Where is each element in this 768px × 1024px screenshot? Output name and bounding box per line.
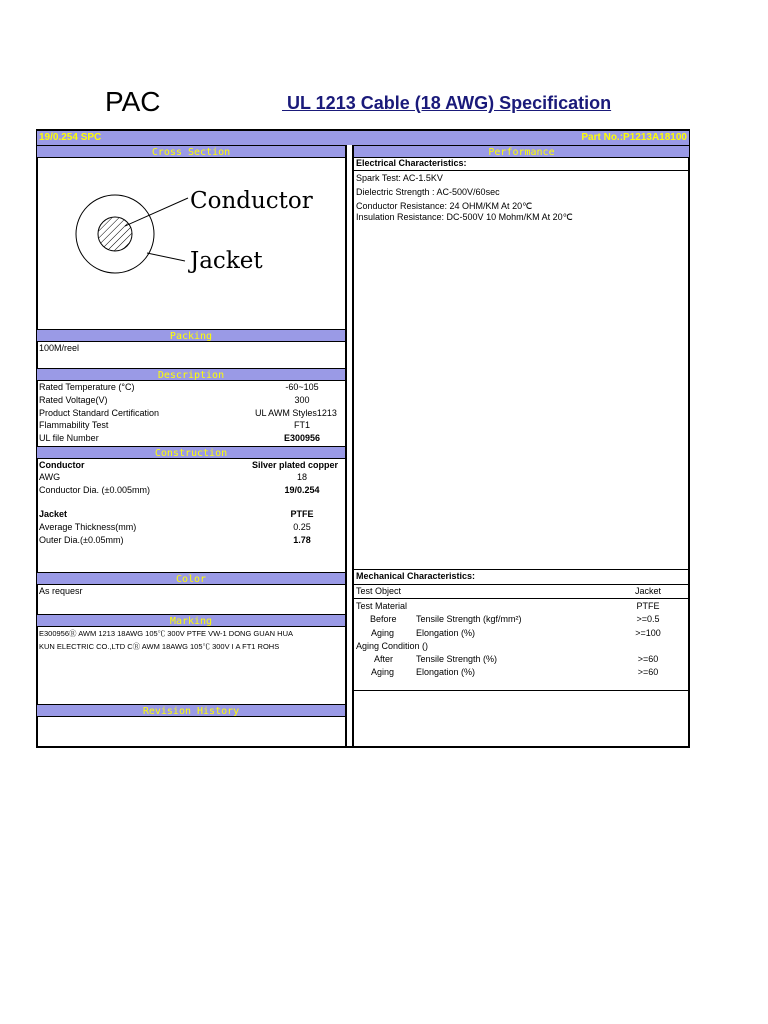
after-value: >=60 [637, 654, 659, 664]
revision-history-header: Revision History [37, 704, 345, 717]
spark-test: Spark Test: AC-1.5KV [356, 173, 443, 183]
conductor-circle [98, 217, 132, 251]
aging-value-2: >=60 [637, 667, 659, 677]
divider [354, 170, 689, 171]
rated-voltage-value: 300 [294, 395, 310, 405]
marking-line-2: KUN ELECTRIC CO.,LTD CⓇ AWM 18AWG 105℃ 300V I A FT1 ROHS [39, 642, 280, 651]
brand-name: PAC [105, 86, 161, 117]
electrical-heading: Electrical Characteristics: [356, 158, 467, 168]
conductor-label: Conductor [190, 188, 313, 214]
mechanical-heading: Mechanical Characteristics: [356, 571, 476, 581]
outer-dia-label: Outer Dia.(±0.05mm) [39, 535, 124, 545]
aging-label-2: Aging [371, 667, 395, 677]
color-value: As requesr [39, 586, 83, 596]
packing-value: 100M/reel [39, 343, 80, 353]
aging-item-2: Elongation (%) [416, 667, 476, 677]
performance-header: Performance [354, 145, 689, 158]
cross-section-diagram [37, 158, 345, 328]
after-item: Tensile Strength (%) [416, 654, 498, 664]
column-divider-right [352, 145, 354, 748]
ul-file-value: E300956 [283, 433, 321, 443]
conductor-dia-value: 19/0.254 [284, 485, 320, 495]
rated-temperature-value: -60~105 [285, 382, 319, 392]
color-header: Color [37, 572, 345, 585]
cross-section-header: Cross Section [37, 145, 345, 158]
jacket-row-value: PTFE [290, 509, 314, 519]
test-object-value: Jacket [634, 586, 661, 596]
dielectric-strength: Dielectric Strength : AC-500V/60sec [356, 187, 500, 197]
conductor-spec: 19/0.254 SPC [39, 132, 102, 143]
aging-value-1: >=100 [635, 628, 661, 638]
ul-file-label: UL file Number [39, 433, 99, 443]
document-title: UL 1213 Cable (18 AWG) Specification [282, 93, 612, 113]
description-header: Description [37, 368, 345, 381]
before-value: >=0.5 [636, 614, 660, 624]
conductor-row-value: Silver plated copper [252, 460, 339, 470]
thickness-value: 0.25 [293, 522, 311, 532]
test-material-label: Test Material [356, 601, 408, 611]
aging-condition: Aging Condition () [356, 641, 429, 651]
top-bar [37, 131, 689, 145]
divider [354, 598, 689, 599]
divider [354, 584, 689, 585]
test-object-label: Test Object [356, 586, 402, 596]
divider [354, 569, 689, 570]
certification-value: UL AWM Styles1213 [255, 408, 337, 418]
certification-label: Product Standard Certification [39, 408, 160, 418]
marking-header: Marking [37, 614, 345, 627]
marking-line-1: E300956Ⓡ AWM 1213 18AWG 105℃ 300V PTFE VW-1 DONG GUAN HUA [39, 629, 293, 638]
conductor-row-label: Conductor [39, 460, 85, 470]
part-number: Part No.:P1213A18100 [581, 132, 687, 143]
insulation-resistance: Insulation Resistance: DC-500V 10 Mohm/KM At 20℃ [356, 212, 573, 222]
after-label: After [374, 654, 394, 664]
flammability-label: Flammability Test [39, 420, 109, 430]
conductor-dia-label: Conductor Dia. (±0.005mm) [39, 485, 150, 495]
before-label: Before [370, 614, 397, 624]
awg-value: 18 [296, 472, 307, 482]
conductor-resistance: Conductor Resistance: 24 OHM/KM At 20℃ [356, 201, 533, 211]
packing-header: Packing [37, 329, 345, 342]
before-item: Tensile Strength (kgf/mm²) [416, 614, 522, 624]
aging-item-1: Elongation (%) [416, 628, 476, 638]
divider [354, 690, 689, 691]
outer-dia-value: 1.78 [293, 535, 311, 545]
aging-label-1: Aging [371, 628, 395, 638]
jacket-label: Jacket [190, 248, 263, 274]
flammability-value: FT1 [293, 420, 310, 430]
thickness-label: Average Thickness(mm) [39, 522, 137, 532]
rated-temperature-label: Rated Temperature (°C) [39, 382, 135, 392]
jacket-row-label: Jacket [39, 509, 68, 519]
column-divider-left [345, 145, 347, 748]
construction-header: Construction [37, 446, 345, 459]
awg-label: AWG [39, 472, 61, 482]
test-material-value: PTFE [636, 601, 660, 611]
rated-voltage-label: Rated Voltage(V) [39, 395, 108, 405]
